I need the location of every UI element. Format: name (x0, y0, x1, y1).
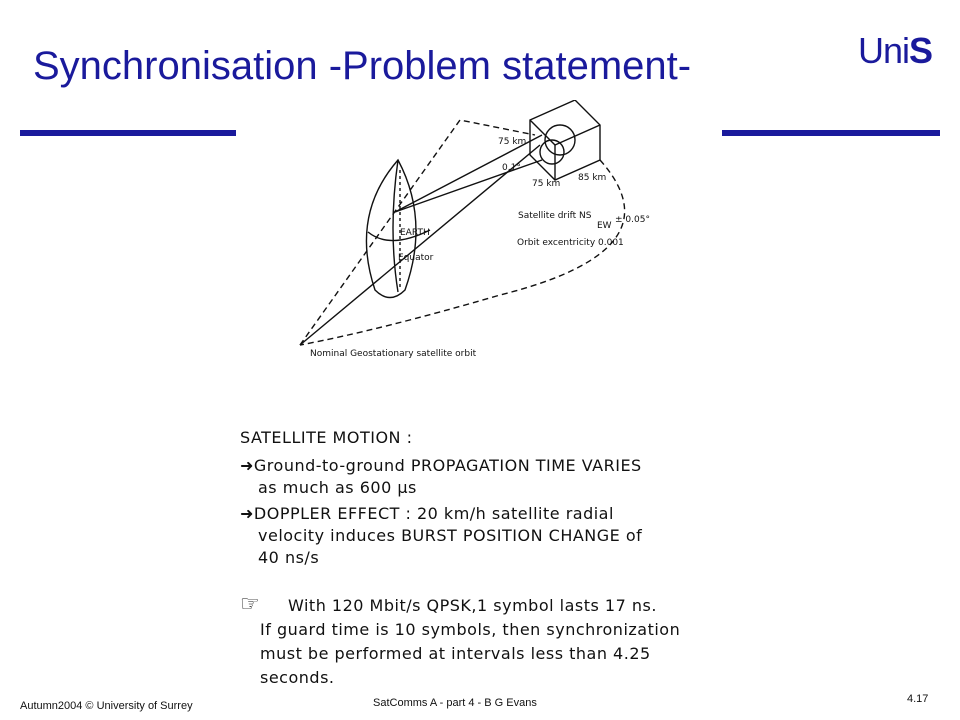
notes-line-40ns: 40 ns/s (258, 548, 320, 567)
notes-line-seconds: seconds. (260, 668, 335, 687)
label-drift-value: ± 0.05° (615, 215, 650, 225)
label-eccentricity: Orbit excentricity 0.001 (517, 238, 624, 248)
footer-course: SatComms A - part 4 - B G Evans (373, 697, 537, 709)
earth-meridian (393, 160, 398, 292)
satellite-geometry-figure (280, 100, 720, 370)
footer-page-number: 4.17 (907, 693, 929, 705)
notes-heading: SATELLITE MOTION : (240, 428, 413, 447)
slide-title: Synchronisation -Problem statement- (33, 44, 692, 88)
notes-line-600us: as much as 600 μs (258, 478, 417, 497)
pointing-hand-icon: ☞ (240, 592, 261, 617)
notes-line-guard: If guard time is 10 symbols, then synchronization (260, 620, 681, 639)
notes-line-qpsk: With 120 Mbit/s QPSK,1 symbol lasts 17 ns. (288, 596, 657, 615)
label-85km: 85 km (578, 173, 607, 183)
label-angle: 0.1° (502, 163, 521, 173)
satellite-box (530, 100, 600, 180)
label-orbit: Nominal Geostationary satellite orbit (310, 349, 477, 359)
notes-line-propagation: ➜Ground-to-ground PROPAGATION TIME VARIES (240, 456, 642, 475)
label-ew: EW (597, 221, 612, 231)
notes-line-burst: velocity induces BURST POSITION CHANGE of (258, 526, 643, 545)
title-rule-right (722, 130, 940, 136)
footer-copyright: Autumn2004 © University of Surrey (20, 700, 193, 712)
title-rule-left (20, 130, 236, 136)
notes-line-intervals: must be performed at intervals less than 4.25 (260, 644, 651, 663)
label-drift: Satellite drift NS (518, 211, 592, 221)
notes-line-doppler: ➜DOPPLER EFFECT : 20 km/h satellite radial (240, 504, 614, 523)
label-equator: Equator (398, 253, 434, 263)
logo-uni-text: Uni (858, 30, 910, 71)
unis-logo (858, 30, 932, 72)
logo-s-text: S (909, 30, 933, 71)
label-earth: EARTH (400, 228, 430, 238)
label-75km-top: 75 km (498, 137, 527, 147)
label-75km-bottom: 75 km (532, 179, 561, 189)
